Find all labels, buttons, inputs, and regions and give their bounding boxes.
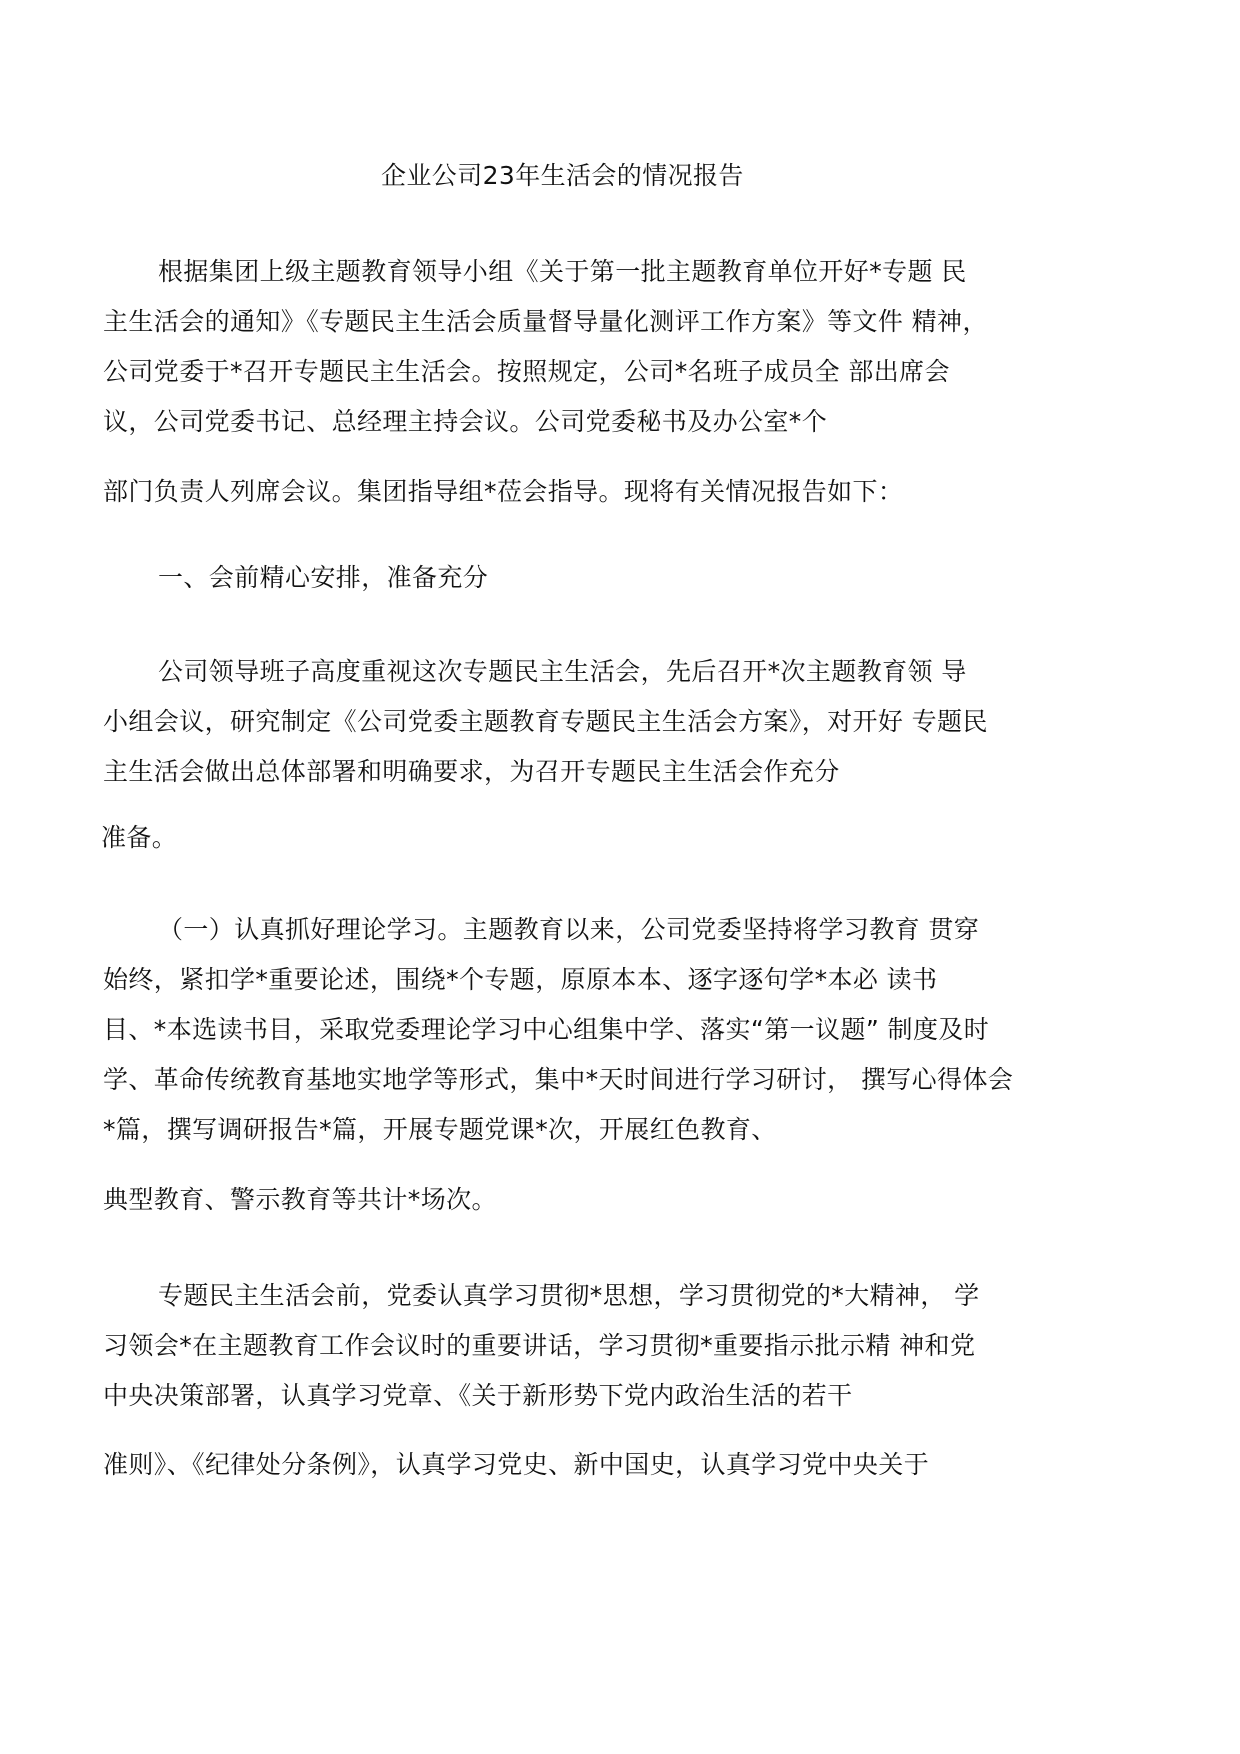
paragraph-line: 准则》、《纪律处分条例》，认真学习党史、新中国史，认真学习党中央关于 — [103, 1450, 930, 1479]
paragraph-line: 典型教育、警示教育等共计*场次。 — [103, 1185, 497, 1214]
paragraph-line: 小组会议，研究制定《公司党委主题教育专题民主生活会方案》，对开好 专题民 — [103, 707, 988, 736]
paragraph-line: 学、革命传统教育基地实地学等形式，集中*天时间进行学习研讨， 撰写心得体会 — [103, 1065, 1014, 1094]
paragraph-line: 准备。 — [101, 823, 178, 852]
paragraph-line: 部门负责人列席会议。集团指导组*莅会指导。现将有关情况报告如下： — [103, 477, 904, 506]
paragraph-line: 公司党委于*召开专题民主生活会。按照规定，公司*名班子成员全 部出席会 — [103, 357, 950, 386]
paragraph-line: 习领会*在主题教育工作会议时的重要讲话，学习贯彻*重要指示批示精 神和党 — [103, 1331, 976, 1360]
paragraph-line: 中央决策部署，认真学习党章、《关于新形势下党内政治生活的若干 — [103, 1381, 853, 1410]
section-heading: 一、会前精心安排，准备充分 — [158, 563, 489, 592]
paragraph-line: 主生活会做出总体部署和明确要求，为召开专题民主生活会作充分 — [103, 757, 840, 786]
document-title: 企业公司23年生活会的情况报告 — [381, 161, 744, 190]
paragraph-line: （一）认真抓好理论学习。主题教育以来，公司党委坚持将学习教育 贯穿 — [158, 915, 980, 944]
paragraph-line: 专题民主生活会前，党委认真学习贯彻*思想，学习贯彻党的*大精神， 学 — [158, 1281, 980, 1310]
paragraph-line: 始终，紧扣学*重要论述，围绕*个专题，原原本本、逐字逐句学*本必 读书 — [103, 965, 938, 994]
paragraph-line: *篇，撰写调研报告*篇，开展专题党课*次，开展红色教育、 — [103, 1115, 777, 1144]
paragraph-line: 主生活会的通知》《专题民主生活会质量督导量化测评工作方案》等文件 精神， — [103, 307, 988, 336]
paragraph-line: 目、*本选读书目，采取党委理论学习中心组集中学、落实“第一议题” 制度及时 — [103, 1015, 990, 1044]
paragraph-line: 公司领导班子高度重视这次专题民主生活会，先后召开*次主题教育领 导 — [158, 657, 967, 686]
paragraph-line: 议，公司党委书记、总经理主持会议。公司党委秘书及办公室*个 — [103, 407, 828, 436]
paragraph-line: 根据集团上级主题教育领导小组《关于第一批主题教育单位开好*专题 民 — [158, 257, 967, 286]
